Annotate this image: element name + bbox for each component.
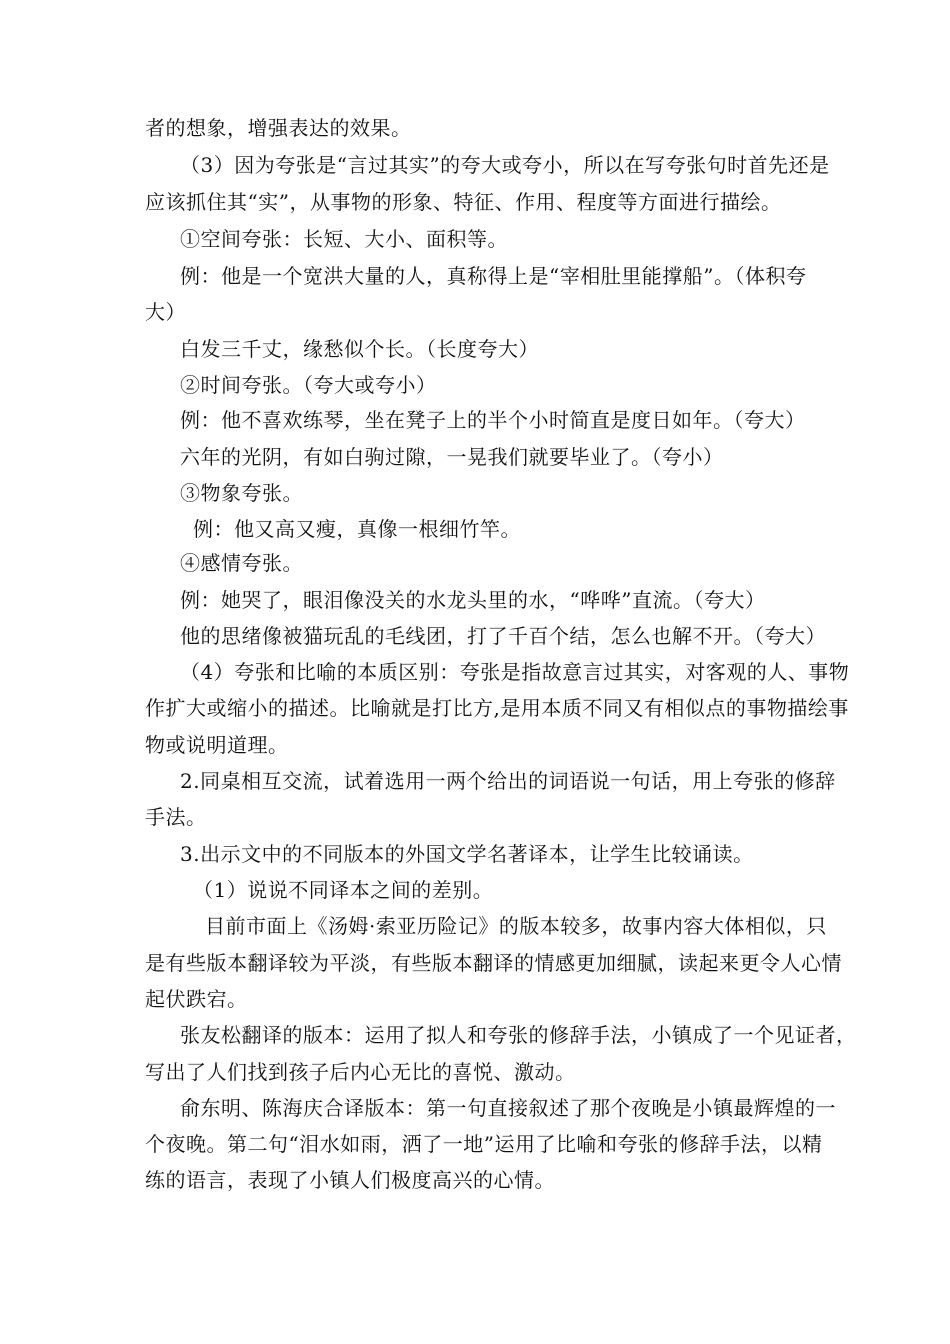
text-line: （4）夸张和比喻的本质区别：夸张是指故意言过其实，对客观的人、事物 bbox=[180, 660, 850, 684]
text-line: 目前市面上《汤姆·索亚历险记》的版本较多，故事内容大体相似，只 bbox=[205, 914, 827, 938]
text-line: 作扩大或缩小的描述。比喻就是打比方,是用本质不同又有相似点的事物描绘事 bbox=[145, 696, 849, 720]
text-line: 写出了人们找到孩子后内心无比的喜悦、激动。 bbox=[145, 1060, 576, 1084]
text-line: 练的语言，表现了小镇人们极度高兴的心情。 bbox=[145, 1168, 555, 1192]
text-line: 物或说明道理。 bbox=[145, 733, 289, 757]
text-line: ②时间夸张。（夸大或夸小） bbox=[180, 373, 437, 397]
text-line: 起伏跌宕。 bbox=[145, 987, 248, 1011]
text-line: 应该抓住其“实”，从事物的形象、特征、作用、程度等方面进行描绘。 bbox=[145, 190, 782, 214]
text-line: 者的想象，增强表达的效果。 bbox=[145, 116, 412, 140]
text-line: ③物象夸张。 bbox=[180, 481, 303, 505]
text-line: 例：他又高又瘦，真像一根细竹竿。 bbox=[193, 517, 521, 541]
text-line: 俞东明、陈海庆合译版本：第一句直接叙述了那个夜晚是小镇最辉煌的一 bbox=[180, 1096, 836, 1120]
text-line: 他的思绪像被猫玩乱的毛线团，打了千百个结，怎么也解不开。（夸大） bbox=[180, 624, 826, 648]
text-line: ④感情夸张。 bbox=[180, 551, 303, 575]
text-line: 手法。 bbox=[145, 805, 207, 829]
text-line: 六年的光阴，有如白驹过隙，一晃我们就要毕业了。（夸小） bbox=[180, 445, 724, 469]
text-line: 例：他是一个宽洪大量的人，真称得上是“宰相肚里能撑船”。（体积夸 bbox=[180, 264, 807, 288]
text-line: 是有些版本翻译较为平淡，有些版本翻译的情感更加细腻，读起来更令人心情 bbox=[145, 951, 842, 975]
text-line: 个夜晚。第二句“泪水如雨，洒了一地”运用了比喻和夸张的修辞手法，以精 bbox=[145, 1132, 823, 1156]
text-line: 张友松翻译的版本：运用了拟人和夸张的修辞手法，小镇成了一个见证者， bbox=[180, 1023, 857, 1047]
text-line: （3）因为夸张是“言过其实”的夸大或夸小，所以在写夸张句时首先还是 bbox=[180, 153, 830, 177]
text-line: 大） bbox=[145, 300, 186, 324]
text-line: 白发三千丈，缘愁似个长。（长度夸大） bbox=[180, 337, 539, 361]
text-line: 3.出示文中的不同版本的外国文学名著译本，让学生比较诵读。 bbox=[180, 842, 754, 866]
text-line: 例：她哭了，眼泪像没关的水龙头里的水，“哗哗”直流。（夸大） bbox=[180, 588, 766, 612]
text-line: 2.同桌相互交流，试着选用一两个给出的词语说一句话，用上夸张的修辞 bbox=[180, 769, 836, 793]
text-line: ①空间夸张：长短、大小、面积等。 bbox=[180, 227, 508, 251]
text-line: （1）说说不同译本之间的差别。 bbox=[193, 878, 494, 902]
text-line: 例：他不喜欢练琴，坐在凳子上的半个小时简直是度日如年。（夸大） bbox=[180, 408, 806, 432]
